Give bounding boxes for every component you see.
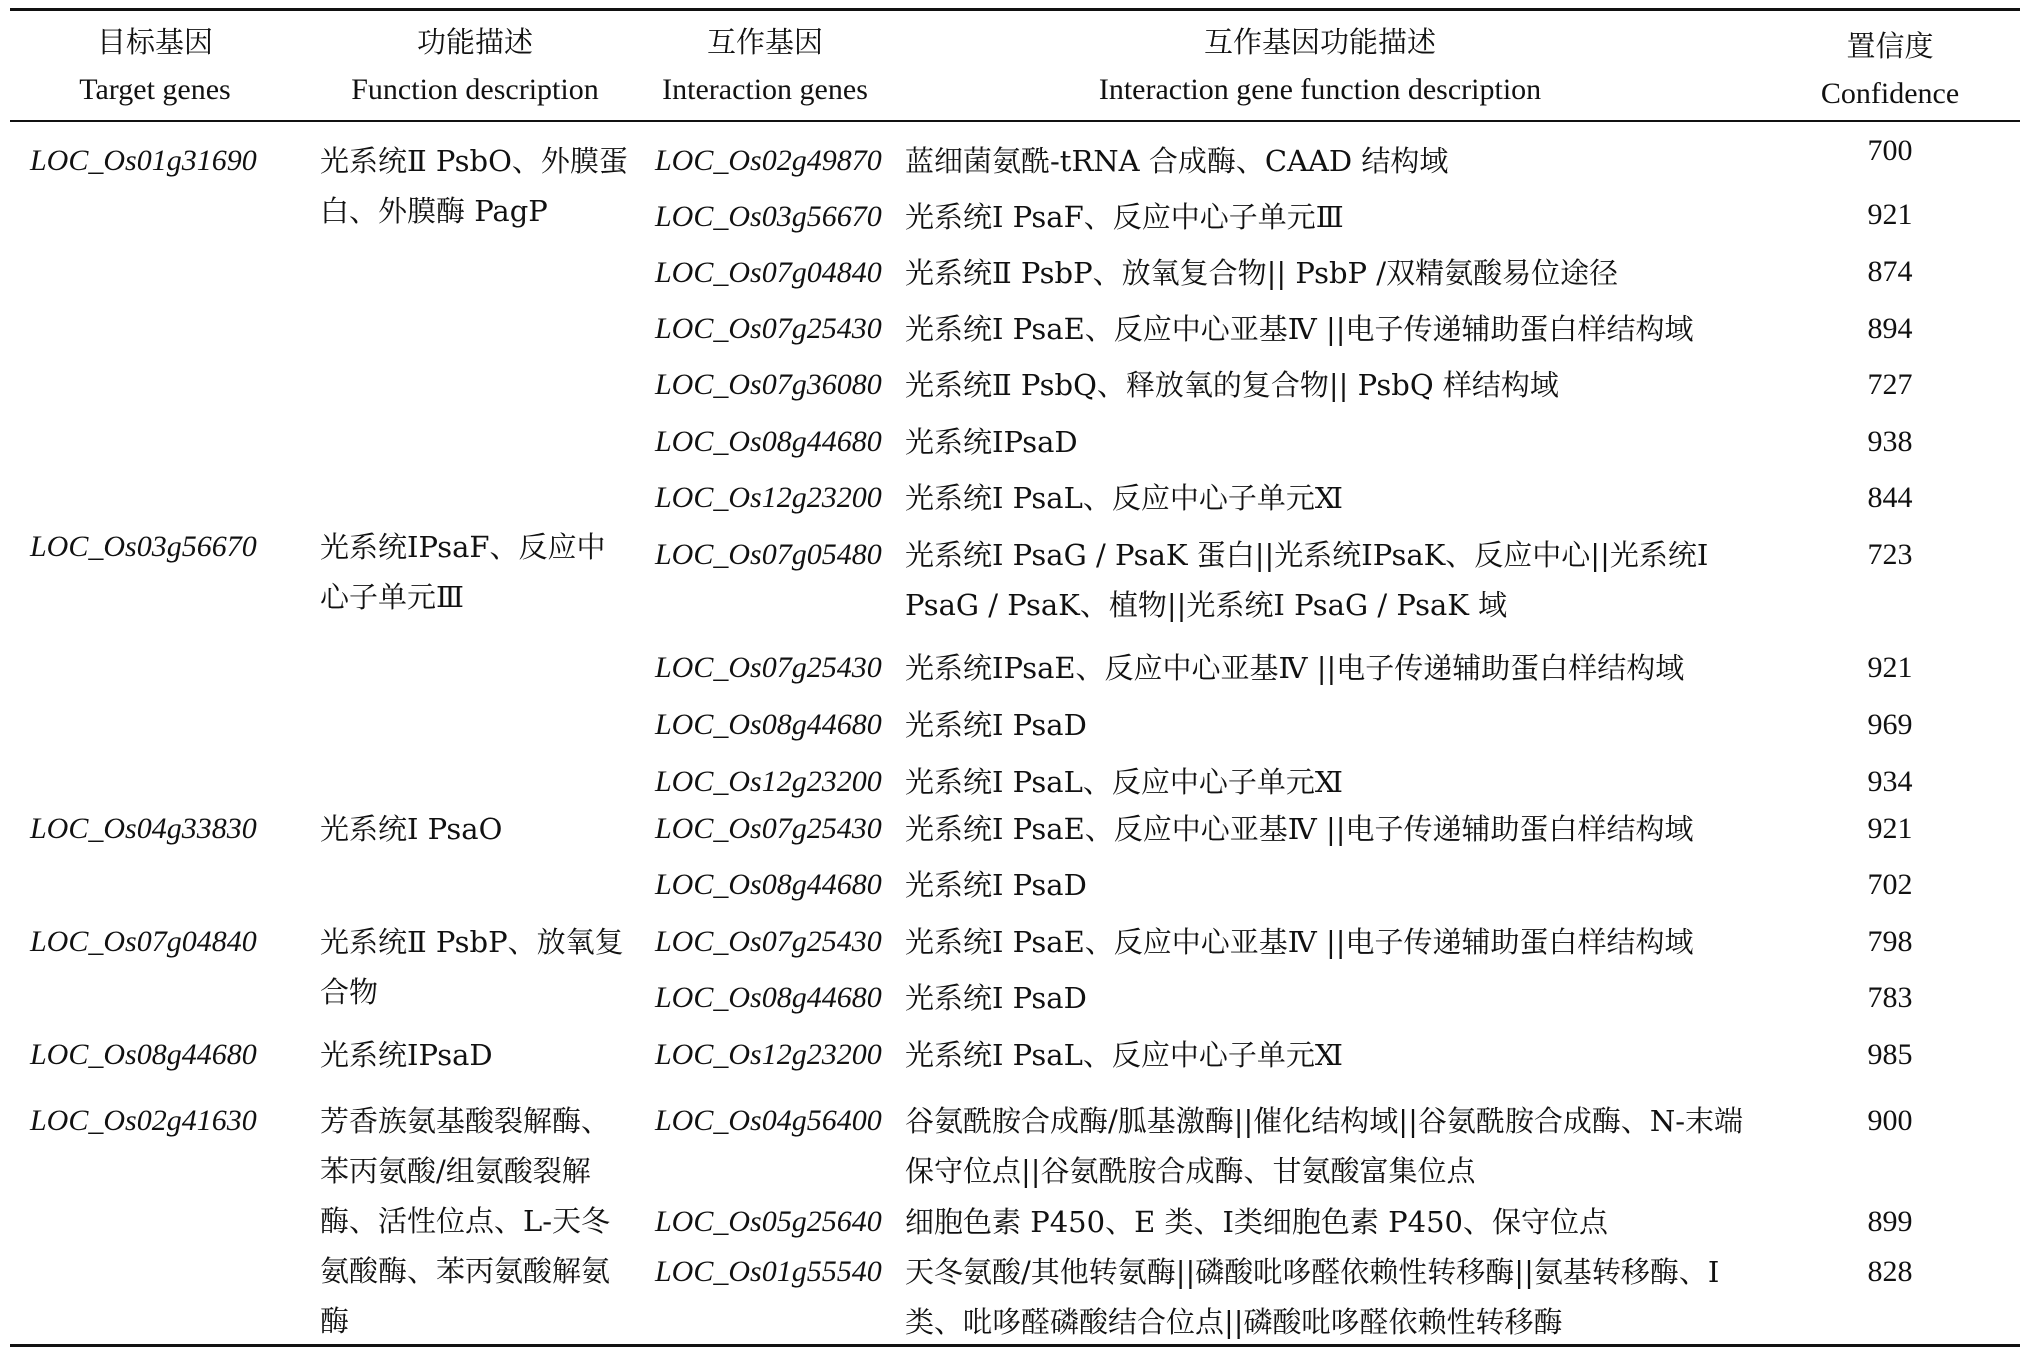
header-interaction <box>650 18 880 114</box>
confidence-value: 798 <box>1867 925 1913 958</box>
confidence-value: 985 <box>1867 1038 1913 1071</box>
interaction-desc: 光系统Ⅰ PsaF、反应中心子单元Ⅲ <box>905 200 1344 234</box>
interaction-desc: 光系统Ⅰ PsaE、反应中心亚基Ⅳ ||电子传递辅助蛋白样结构域 <box>905 812 1694 846</box>
interaction-gene: LOC_Os05g25640 <box>655 1205 882 1238</box>
interaction-gene: LOC_Os07g25430 <box>655 312 882 345</box>
interaction-gene: LOC_Os07g36080 <box>655 368 882 401</box>
interaction-gene: LOC_Os08g44680 <box>655 981 882 1014</box>
target-gene: LOC_Os08g44680 <box>30 1038 257 1071</box>
target-gene: LOC_Os02g41630 <box>30 1104 257 1137</box>
interaction-gene: LOC_Os04g56400 <box>655 1104 882 1137</box>
table-top-rule <box>10 8 2020 11</box>
header-function-en: Function description <box>351 73 599 106</box>
interaction-desc: 光系统Ⅰ PsaL、反应中心子单元Ⅺ <box>905 765 1343 799</box>
interaction-gene: LOC_Os02g49870 <box>655 144 882 177</box>
confidence-value: 921 <box>1867 812 1913 845</box>
interaction-gene: LOC_Os08g44680 <box>655 708 882 741</box>
header-target <box>40 18 270 114</box>
header-interaction-function-en: Interaction gene function description <box>1098 73 1542 106</box>
interaction-gene: LOC_Os07g05480 <box>655 538 882 571</box>
header-confidence-cn: 置信度 <box>1846 29 1934 63</box>
target-gene: LOC_Os01g31690 <box>30 144 257 177</box>
confidence-value: 783 <box>1867 981 1913 1014</box>
target-function: 光系统Ⅰ PsaO <box>320 812 503 846</box>
table-header-rule <box>10 120 2020 122</box>
confidence-value: 899 <box>1867 1205 1913 1238</box>
target-function: 芳香族氨基酸裂解酶、苯丙氨酸/组氨酸裂解酶、活性位点、L-天冬氨酸酶、苯丙氨酸解氨酶 <box>320 1104 611 1338</box>
interaction-desc: 光系统Ⅰ PsaD <box>905 981 1087 1015</box>
interaction-desc: 光系统Ⅰ PsaE、反应中心亚基Ⅳ ||电子传递辅助蛋白样结构域 <box>905 312 1694 346</box>
interaction-desc: 光系统Ⅰ PsaD <box>905 708 1087 742</box>
header-target-en: Target genes <box>79 73 231 106</box>
interaction-gene: LOC_Os12g23200 <box>655 1038 882 1071</box>
header-target-cn: 目标基因 <box>96 25 213 59</box>
confidence-value: 700 <box>1867 134 1913 167</box>
confidence-value: 934 <box>1867 765 1913 798</box>
interaction-gene: LOC_Os07g25430 <box>655 925 882 958</box>
confidence-value: 969 <box>1867 708 1913 741</box>
target-function: 光系统ⅠPsaF、反应中心子单元Ⅲ <box>320 530 606 614</box>
confidence-value: 921 <box>1867 198 1913 231</box>
confidence-value: 874 <box>1867 255 1913 288</box>
confidence-value: 828 <box>1867 1255 1913 1288</box>
table-bottom-rule <box>10 1344 2020 1347</box>
interaction-desc: 天冬氨酸/其他转氨酶||磷酸吡哆醛依赖性转移酶||氨基转移酶、Ⅰ类、吡哆醛磷酸结合位点||磷酸吡哆醛依赖性转移酶 <box>905 1255 1720 1339</box>
target-function: 光系统Ⅱ PsbO、外膜蛋白、外膜酶 PagP <box>320 144 628 228</box>
header-interaction-cn: 互作基因 <box>706 25 823 59</box>
interaction-gene: LOC_Os12g23200 <box>655 481 882 514</box>
header-interaction-function-cn: 互作基因功能描述 <box>1203 25 1436 59</box>
target-gene: LOC_Os03g56670 <box>30 530 257 563</box>
interaction-desc: 光系统Ⅰ PsaL、反应中心子单元Ⅺ <box>905 481 1343 515</box>
confidence-value: 938 <box>1867 425 1913 458</box>
interaction-gene: LOC_Os01g55540 <box>655 1255 882 1288</box>
confidence-value: 900 <box>1867 1104 1913 1137</box>
confidence-value: 727 <box>1867 368 1913 401</box>
header-interaction-function <box>1020 18 1620 114</box>
target-gene: LOC_Os04g33830 <box>30 812 257 845</box>
header-function-cn: 功能描述 <box>416 25 533 59</box>
interaction-gene: LOC_Os08g44680 <box>655 868 882 901</box>
header-confidence <box>1800 22 1980 118</box>
interaction-gene: LOC_Os07g04840 <box>655 256 882 289</box>
target-gene: LOC_Os07g04840 <box>30 925 257 958</box>
interaction-desc: 蓝细菌氨酰-tRNA 合成酶、CAAD 结构域 <box>905 144 1449 178</box>
target-function: 光系统ⅠPsaD <box>320 1038 493 1072</box>
header-function <box>340 18 610 114</box>
interaction-desc: 光系统Ⅰ PsaD <box>905 868 1087 902</box>
header-interaction-en: Interaction genes <box>662 73 868 106</box>
interaction-desc: 光系统ⅠPsaD <box>905 425 1078 459</box>
interaction-desc: 光系统ⅠPsaE、反应中心亚基Ⅳ ||电子传递辅助蛋白样结构域 <box>905 651 1685 685</box>
interaction-desc: 光系统Ⅰ PsaE、反应中心亚基Ⅳ ||电子传递辅助蛋白样结构域 <box>905 925 1694 959</box>
interaction-gene: LOC_Os12g23200 <box>655 765 882 798</box>
target-function: 光系统Ⅱ PsbP、放氧复合物 <box>320 925 624 1009</box>
interaction-desc: 光系统Ⅱ PsbQ、释放氧的复合物|| PsbQ 样结构域 <box>905 368 1559 402</box>
interaction-desc: 光系统Ⅰ PsaG / PsaK 蛋白||光系统ⅠPsaK、反应中心||光系统Ⅰ PsaG / PsaK、植物||光系统Ⅰ PsaG / PsaK 域 <box>905 538 1709 622</box>
confidence-value: 844 <box>1867 481 1913 514</box>
interaction-desc: 光系统Ⅱ PsbP、放氧复合物|| PsbP /双精氨酸易位途径 <box>905 256 1619 290</box>
confidence-value: 723 <box>1867 538 1913 571</box>
interaction-desc: 谷氨酰胺合成酶/胍基激酶||催化结构域||谷氨酰胺合成酶、N-末端保守位点||谷氨酰胺合成酶、甘氨酸富集位点 <box>905 1104 1744 1188</box>
interaction-gene: LOC_Os03g56670 <box>655 200 882 233</box>
interaction-gene: LOC_Os07g25430 <box>655 651 882 684</box>
confidence-value: 921 <box>1867 651 1913 684</box>
header-confidence-en: Confidence <box>1820 77 1960 110</box>
interaction-desc: 细胞色素 P450、E 类、Ⅰ类细胞色素 P450、保守位点 <box>905 1205 1609 1239</box>
interaction-desc: 光系统Ⅰ PsaL、反应中心子单元Ⅺ <box>905 1038 1343 1072</box>
interaction-gene: LOC_Os08g44680 <box>655 425 882 458</box>
confidence-value: 702 <box>1867 868 1913 901</box>
interaction-gene: LOC_Os07g25430 <box>655 812 882 845</box>
confidence-value: 894 <box>1867 312 1913 345</box>
